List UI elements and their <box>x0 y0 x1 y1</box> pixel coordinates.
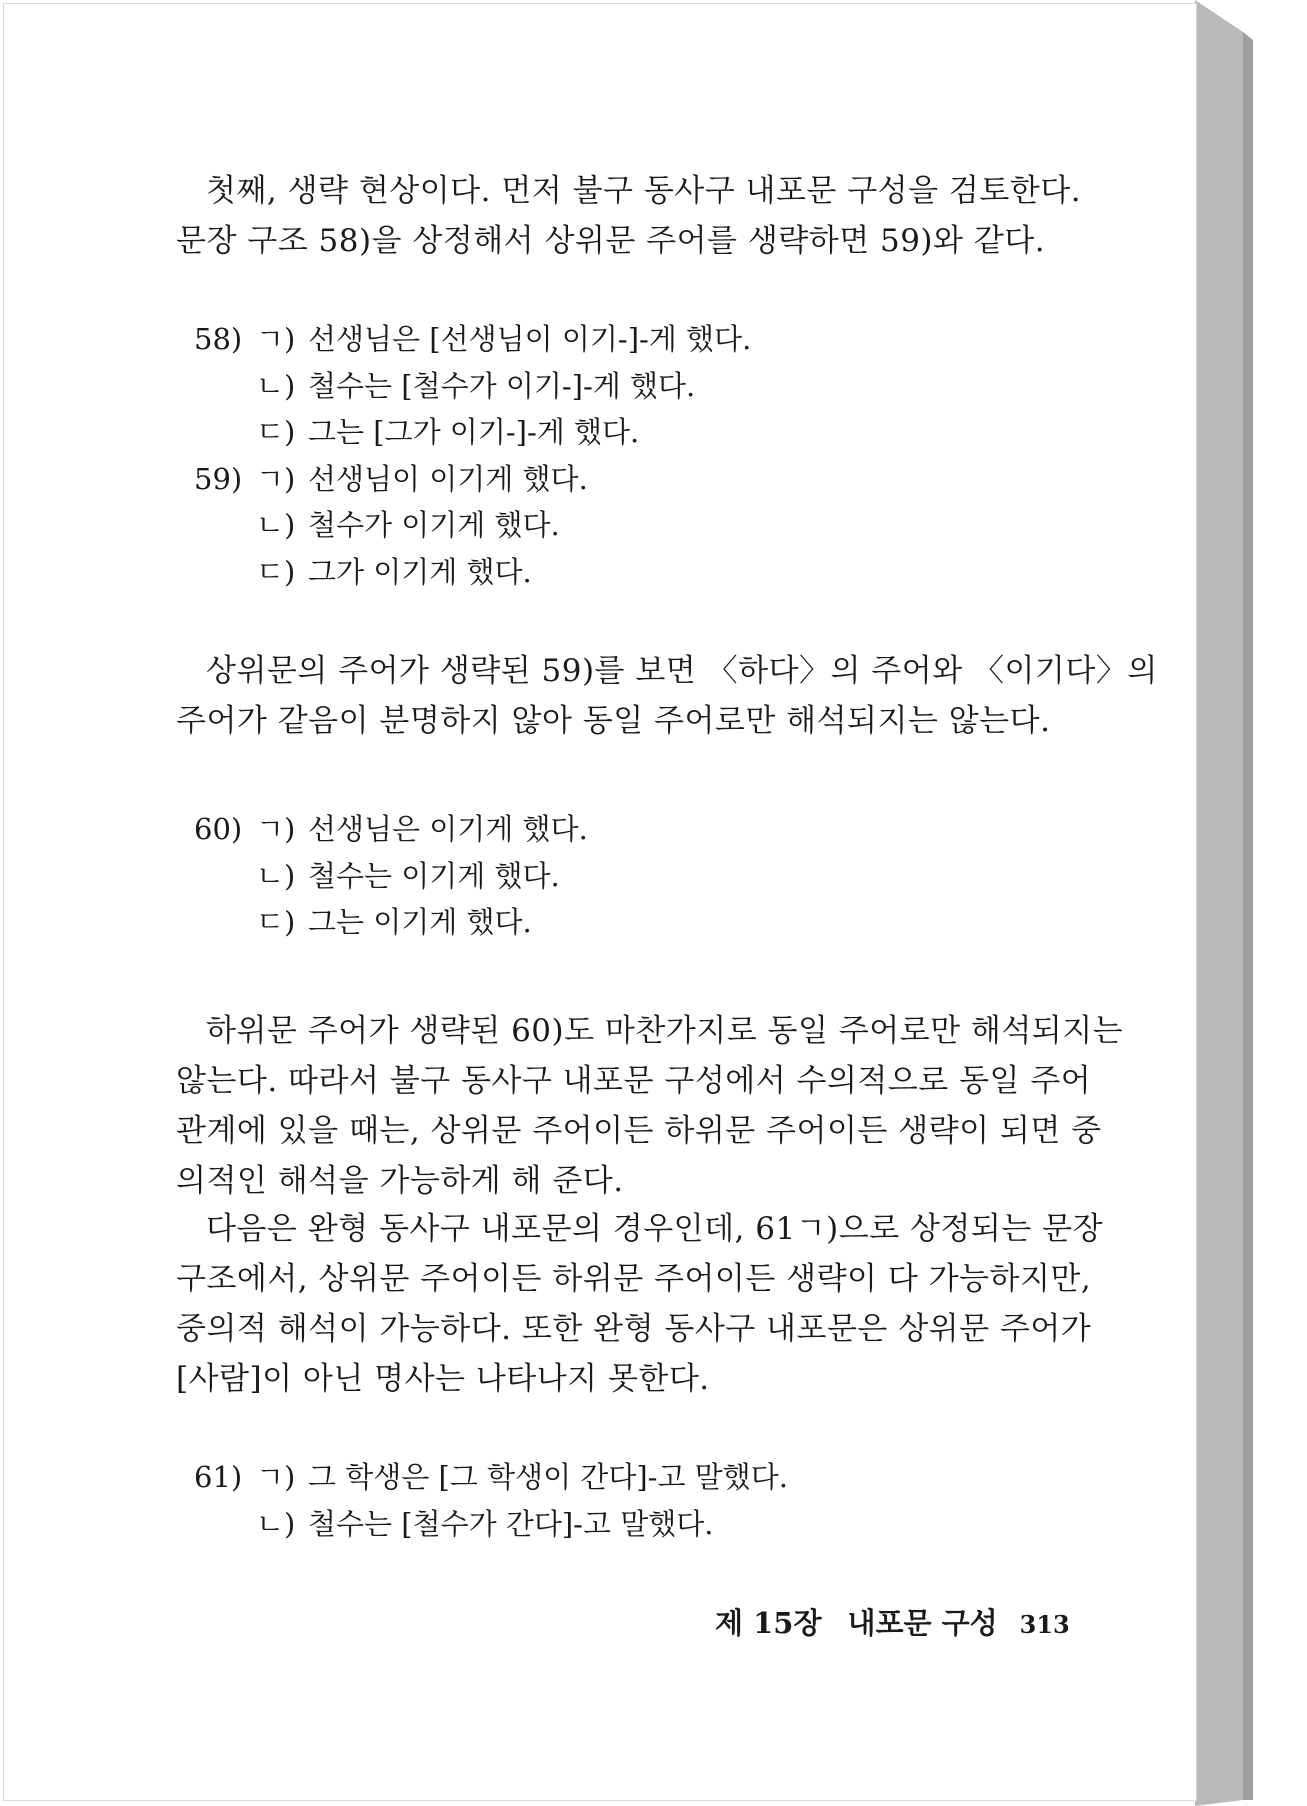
text-line: 관계에 있을 때는, 상위문 주어이든 하위문 주어이든 생략이 되면 중 <box>176 1113 1102 1149</box>
example-line <box>168 806 588 853</box>
example-line <box>168 853 588 900</box>
example-text: 그가 이기게 했다. <box>308 554 532 589</box>
example-line <box>168 899 588 946</box>
example-line <box>168 409 751 456</box>
example-label: ㄷ) <box>256 905 296 939</box>
example-label: ㄱ) <box>256 1460 296 1494</box>
example-label: ㄴ) <box>256 858 296 893</box>
text-line: 하위문 주어가 생략된 60)도 마찬가지로 동일 주어로만 해석되지는 <box>206 1013 1124 1049</box>
example-text: 철수는 이기게 했다. <box>308 858 560 893</box>
example-label: ㄱ) <box>256 322 296 356</box>
paragraph-4 <box>176 1204 1246 1404</box>
example-label: ㄷ) <box>256 415 296 449</box>
text-line: 문장 구조 58)을 상정해서 상위문 주어를 생략하면 59)와 같다. <box>176 223 1046 259</box>
paragraph-2 <box>176 646 1246 746</box>
running-footer <box>715 1601 1070 1642</box>
example-line <box>168 502 751 549</box>
example-text: 그는 이기게 했다. <box>308 905 532 939</box>
text-line: 다음은 완형 동사구 내포문의 경우인데, 61ㄱ)으로 상정되는 문장 <box>206 1211 1104 1247</box>
paragraph-1 <box>176 166 1246 266</box>
text-line: 첫째, 생략 현상이다. 먼저 불구 동사구 내포문 구성을 검토한다. <box>206 173 1082 209</box>
chapter-label: 제 15장 <box>715 1606 822 1640</box>
text-line: [사람]이 아닌 명사는 나타나지 못한다. <box>176 1361 710 1397</box>
example-text: 그 학생은 [그 학생이 간다]-고 말했다. <box>308 1460 788 1494</box>
example-number: 59) <box>194 461 243 496</box>
example-block-61 <box>168 1454 788 1547</box>
example-text: 철수는 [철수가 이기-]-게 했다. <box>308 368 696 403</box>
example-block-58-59 <box>168 316 751 595</box>
chapter-title: 내포문 구성 <box>847 1606 998 1640</box>
example-text: 철수가 이기게 했다. <box>308 508 560 542</box>
example-line <box>168 316 751 363</box>
example-text: 철수는 [철수가 간다]-고 말했다. <box>308 1506 714 1541</box>
example-label: ㄴ) <box>256 1506 296 1541</box>
example-label: ㄱ) <box>256 812 296 846</box>
example-text: 선생님은 [선생님이 이기-]-게 했다. <box>308 322 752 356</box>
example-line <box>168 549 751 596</box>
text-line: 중의적 해석이 가능하다. 또한 완형 동사구 내포문은 상위문 주어가 <box>176 1311 1092 1347</box>
example-line <box>168 1501 788 1548</box>
example-label: ㄴ) <box>256 508 296 542</box>
example-label: ㄱ) <box>256 461 296 496</box>
text-line: 의적인 해석을 가능하게 해 준다. <box>176 1163 624 1199</box>
example-label: ㄷ) <box>256 554 296 589</box>
example-number: 61) <box>194 1460 243 1494</box>
text-line: 구조에서, 상위문 주어이든 하위문 주어이든 생략이 다 가능하지만, <box>176 1261 1092 1297</box>
example-line <box>168 456 751 503</box>
text-line: 상위문의 주어가 생략된 59)를 보면 〈하다〉의 주어와 〈이기다〉의 <box>206 653 1158 689</box>
example-line <box>168 363 751 410</box>
example-block-60 <box>168 806 588 946</box>
page-edge <box>1195 0 1295 1806</box>
example-line <box>168 1454 788 1501</box>
example-number: 60) <box>194 812 243 846</box>
example-text: 그는 [그가 이기-]-게 했다. <box>308 415 640 449</box>
text-line: 않는다. 따라서 불구 동사구 내포문 구성에서 수의적으로 동일 주어 <box>176 1063 1092 1099</box>
example-label: ㄴ) <box>256 368 296 403</box>
example-number: 58) <box>194 322 243 356</box>
example-text: 선생님은 이기게 했다. <box>308 812 588 846</box>
text-line: 주어가 같음이 분명하지 않아 동일 주어로만 해석되지는 않는다. <box>176 703 1051 739</box>
paragraph-3 <box>176 1006 1246 1206</box>
page-number: 313 <box>1019 1610 1070 1639</box>
example-text: 선생님이 이기게 했다. <box>308 461 588 496</box>
